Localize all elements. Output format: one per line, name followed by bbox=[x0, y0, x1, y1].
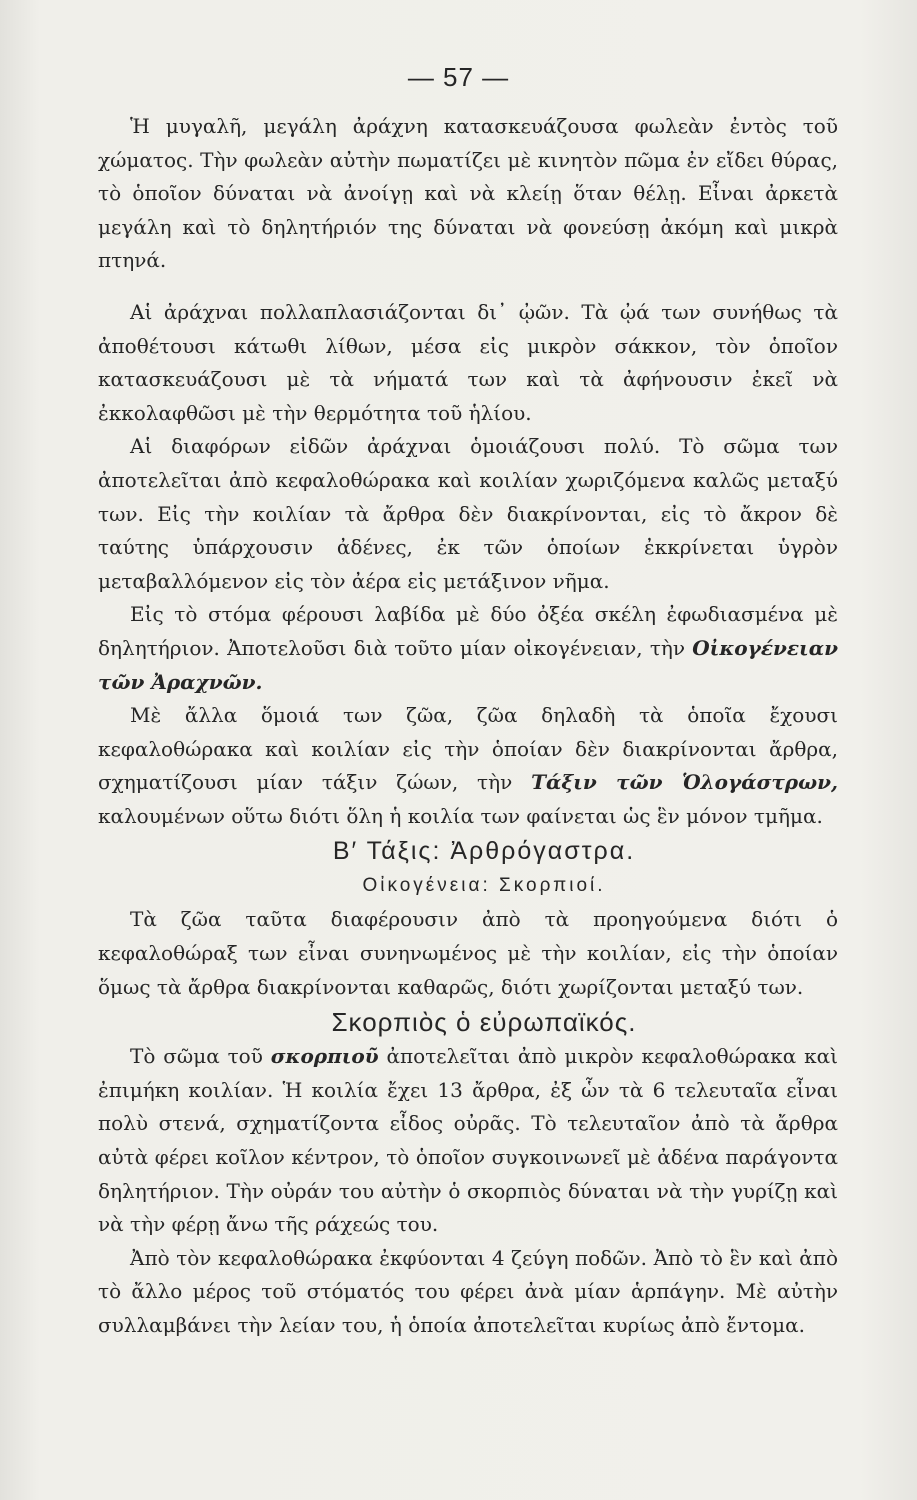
heading-european-scorpion: Σκορπιὸς ὁ εὐρωπαϊκός. bbox=[331, 1007, 637, 1038]
scorpion-text-end: ἀποτελεῖται ἀπὸ μικρὸν κεφαλοθώρακα καὶ ἐπιμήκη κοιλίαν. Ἡ κοιλία ἔχει 13 ἄρθρα, ἐξ ὧν τὰ 6 τελευταῖα εἶναι πολὺ στενά, σχηματίζοντα εἶδος οὐρᾶς. Τὸ τελευταῖον ἀπὸ τὰ ἄρθρα αὐτὰ φέρει κοῖλον κέντρον, τὸ ὁποῖον συγκοινωνεῖ μὲ ἀδένα παράγοντα δηλητήριον. Τὴν οὐράν του αὐτὴν ὁ σκορπιὸς δύναται νὰ τὴν γυρίζῃ καὶ νὰ τὴν φέρῃ ἄνω τῆς ράχεώς του. bbox=[98, 1044, 838, 1237]
paragraph-scorpion-legs: Ἀπὸ τὸν κεφαλοθώρακα ἐκφύονται 4 ζεύγη ποδῶν. Ἀπὸ τὸ ἓν καὶ ἀπὸ τὸ ἄλλο μέρος τοῦ στόματός του φέρει ἀνὰ μίαν ἁρπάγην. Μὲ αὐτὴν συλλαμβάνει τὴν λείαν του, ἡ ὁποία ἀποτελεῖται κυρίως ἀπὸ ἔντομα. bbox=[98, 1245, 838, 1337]
paragraph-scorpion-difference: Τὰ ζῶα ταῦτα διαφέρουσιν ἀπὸ τὰ προηγούμενα διότι ὁ κεφαλοθώραξ των εἶναι συνηνωμένος μὲ τὴν κοιλίαν, εἰς τὴν ὁποίαν ὅμως τὰ ἄρθρα διακρίνονται καθαρῶς, διότι χωρίζονται μεταξύ των. bbox=[98, 907, 838, 999]
family-text: Εἰς τὸ στόμα φέρουσι λαβίδα μὲ δύο ὀξέα σκέλη ἐφωδιασμένα μὲ δηλητήριον. Ἀποτελοῦσι διὰ τοῦτο μίαν οἰκογένειαν, τὴν bbox=[98, 602, 838, 660]
paragraph-reproduction: Αἱ ἀράχναι πολλαπλασιάζονται δι᾽ ᾠῶν. Τὰ ᾠά των συνήθως τὰ ἀποθέτουσι κάτωθι λίθων, μέσα εἰς μικρὸν σάκκον, τὸν ὁποῖον κατασκευάζουσι μὲ τὰ νήματά των καὶ τὰ ἀφήνουσιν ἐκεῖ νὰ ἐκκολαφθῶσι μὲ τὴν θερμότητα τοῦ ἡλίου. bbox=[98, 299, 838, 425]
order-name-emphasis: Τάξιν τῶν Ὁλογάστρων, bbox=[531, 770, 838, 795]
heading-family-scorpions: Οἰκογένεια: Σκορπιοί. bbox=[362, 875, 606, 897]
paragraph-scorpion-body bbox=[98, 1040, 838, 1242]
scorpion-emphasis: σκορπιοῦ bbox=[270, 1044, 379, 1069]
paragraph-body-structure: Αἱ διαφόρων εἰδῶν ἀράχναι ὁμοιάζουσι πολύ. Τὸ σῶμα των ἀποτελεῖται ἀπὸ κεφαλοθώρακα καὶ κοιλίαν χωριζόμενα καλῶς μεταξύ των. Εἰς τὴν κοιλίαν τὰ ἄρθρα δὲν διακρίνονται, εἰς τὸ ἄκρον δὲ ταύτης ὑπάρχουσιν ἀδένες, ἐκ τῶν ὁποίων ἐκκρίνεται ὑγρὸν μεταβαλλόμενον εἰς τὸν ἀέρα εἰς μετάξινον νῆμα. bbox=[98, 434, 838, 593]
order-text-end: καλουμένων οὕτω διότι ὅλη ἡ κοιλία των φαίνεται ὡς ἓν μόνον τμῆμα. bbox=[98, 803, 823, 828]
page-body bbox=[98, 110, 838, 1343]
order-text-start: Μὲ ἄλλα ὅμοιά των ζῶα, ζῶα δηλαδὴ τὰ ὁποῖα ἔχουσι κεφαλοθώρακα καὶ κοιλίαν εἰς τὴν ὁποίαν δὲν διακρίνονται ἄρθρα, σχηματίζουσι μίαν τάξιν ζώων, τὴν bbox=[98, 703, 838, 795]
paragraph-family bbox=[98, 598, 838, 699]
paragraph-mygale: Ἡ μυγαλῆ, μεγάλη ἀράχνη κατασκευάζουσα φωλεὰν ἐντὸς τοῦ χώματος. Τὴν φωλεὰν αὐτὴν πωματίζει μὲ κινητὸν πῶμα ἐν εἴδει θύρας, τὸ ὁποῖον δύναται νὰ ἀνοίγῃ καὶ νὰ κλείῃ ὅταν θέλῃ. Εἶναι ἀρκετὰ μεγάλη καὶ τὸ δηλητήριόν της δύναται νὰ φονεύσῃ ἀκόμη καὶ μικρὰ πτηνά. bbox=[98, 114, 838, 273]
paragraph-order bbox=[98, 699, 838, 833]
family-name-emphasis: Οἰκογένειαν τῶν Ἀραχνῶν. bbox=[98, 635, 838, 694]
scorpion-text-start: Τὸ σῶμα τοῦ bbox=[130, 1044, 271, 1069]
page-number: — 57 — bbox=[407, 62, 510, 92]
heading-order-arthrogastra: Β′ Τάξις: Ἀρθρόγαστρα. bbox=[332, 837, 636, 866]
